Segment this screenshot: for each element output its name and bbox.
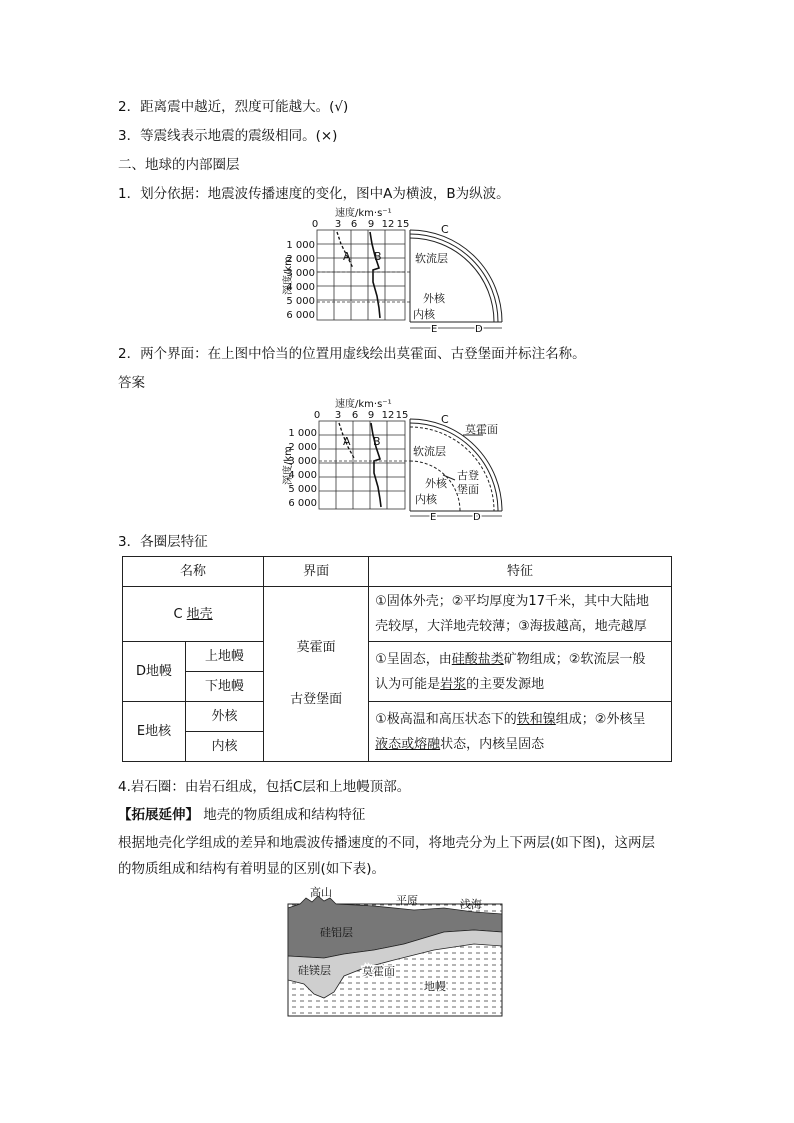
point-3: 3．各圈层特征 [118,534,208,550]
speed-tick: 15 [396,219,410,230]
wave-a-label: A [343,250,351,263]
wave-b-label: B [373,435,381,448]
outer-core-cell: 外核 [186,702,264,732]
depth-tick: 1 000 [288,428,317,439]
table-header-row [123,557,672,587]
layer-e-label: E [431,324,438,335]
speed-tick: 9 [367,410,375,421]
outer-core-label: 外核 [423,292,445,305]
speed-axis-label: 速度/km·s⁻¹ [335,399,392,410]
table-row [123,587,672,642]
inner-core-cell: 内核 [186,732,264,762]
mountain-label: 高山 [310,886,332,899]
statement-3: 3．等震线表示地震的震级相同。(×) [118,128,338,144]
mantle-cell: D地幔 [123,642,186,702]
depth-tick: 3 000 [288,456,317,467]
upper-mantle-cell: 上地幔 [186,642,264,672]
speed-ticks [312,219,410,230]
gutenberg-label-1: 古登 [457,469,479,482]
speed-axis-label: 速度/km·s⁻¹ [335,208,392,219]
extension-heading: 【拓展延伸】 地壳的物质组成和结构特征 [118,807,366,823]
core-cell: E地核 [123,702,186,762]
inner-core-label: 内核 [413,308,435,321]
speed-ticks [314,410,409,421]
extension-body-2: 的物质组成和结构有着明显的区别(如下表)。 [118,861,386,877]
table-header: 名称 [123,557,264,587]
depth-tick: 5 000 [288,484,317,495]
speed-tick: 3 [334,410,342,421]
answer-figure [275,395,515,525]
speed-tick: 9 [367,219,375,230]
table-header: 界面 [264,557,369,587]
speed-tick: 15 [395,410,409,421]
layer-c-label: C [441,223,449,236]
layer-d-label: D [475,324,483,335]
table-row [123,642,672,672]
depth-axis-label: 深度/km [283,446,294,485]
table-row [123,702,672,732]
sial-label: 硅铝层 [320,926,353,939]
sima-label: 硅镁层 [298,964,331,977]
point-4: 4.岩石圈：由岩石组成，包括C层和上地幔顶部。 [118,779,411,795]
speed-tick: 0 [311,219,319,230]
wave-b-curve [370,232,380,318]
point-1: 1．划分依据：地震波传播速度的变化，图中A为横波，B为纵波。 [118,186,510,202]
asthenosphere-label: 软流层 [415,252,448,265]
speed-tick: 0 [313,410,321,421]
speed-tick: 3 [334,219,342,230]
wave-b-label: B [374,250,382,263]
moho-label: 莫霍面 [465,423,498,436]
layer-e-label: E [430,512,437,523]
mantle-feature: ①呈固态，由硅酸盐类矿物组成；②软流层一般 认为可能是岩浆的主要发源地 [369,642,672,702]
extension-body-1: 根据地壳化学组成的差异和地震波传播速度的不同，将地壳分为上下两层(如下图)，这两层 [118,835,656,851]
depth-axis-label: 深度/km [283,256,294,295]
plain-label: 平原 [396,894,418,907]
outer-core-label: 外核 [425,477,447,490]
speed-tick: 12 [381,219,395,230]
moho-text: 莫霍面 [296,640,336,655]
depth-tick: 4 000 [286,282,315,293]
point-2: 2．两个界面：在上图中恰当的位置用虚线绘出莫霍面、古登堡面并标注名称。 [118,346,586,362]
crust-feature: ①固体外壳；②平均厚度为17千米，其中大陆地 壳较厚，大洋地壳较薄；③海拔越高，地壳越厚 [369,587,672,642]
table-header: 特征 [369,557,672,587]
inner-core-label: 内核 [415,493,437,506]
gutenberg-text: 古登堡面 [290,692,343,707]
gutenberg-label-2: 堡面 [457,483,479,496]
crust-cell: C 地壳 [123,587,264,642]
wave-a-label: A [343,435,351,448]
depth-tick: 3 000 [286,268,315,279]
answer-label: 答案 [118,375,145,391]
depth-tick: 6 000 [286,310,315,321]
depth-tick: 2 000 [288,442,317,453]
statement-2: 2．距离震中越近，烈度可能越大。(√) [118,99,349,115]
core-feature: ①极高温和高压状态下的铁和镍组成；②外核呈 液态或熔融状态，内核呈固态 [369,702,672,762]
seismic-wave-figure [275,200,515,340]
boundary-cell [264,587,369,762]
depth-tick: 5 000 [286,296,315,307]
asthenosphere-label: 软流层 [413,445,446,458]
depth-tick: 2 000 [286,254,315,265]
depth-tick: 4 000 [288,470,317,481]
depth-tick: 6 000 [288,498,317,509]
speed-tick: 12 [381,410,395,421]
speed-tick: 6 [350,219,358,230]
shallow-sea-label: 浅海 [460,898,482,911]
moho-label: 莫霍面 [362,965,395,978]
speed-grid [317,230,405,320]
mantle-label: 地幔 [424,980,446,993]
layers-table [122,556,672,762]
crust-structure-figure [284,884,506,1019]
lower-mantle-cell: 下地幔 [186,672,264,702]
depth-tick: 1 000 [286,240,315,251]
layer-d-label: D [473,512,481,523]
speed-tick: 6 [351,410,359,421]
section-heading: 二、地球的内部圈层 [118,157,240,173]
layer-c-label: C [441,413,449,426]
